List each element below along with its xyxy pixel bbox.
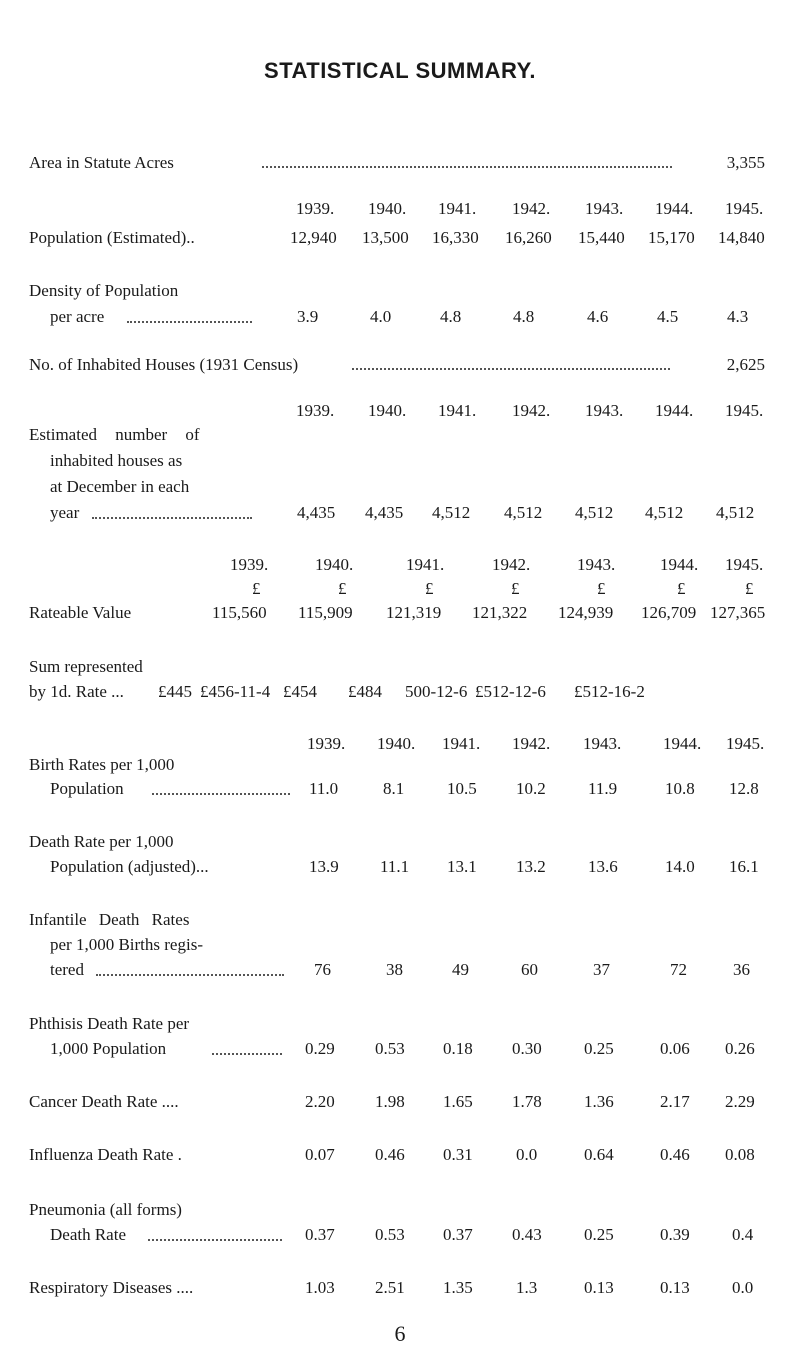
houses-estimated-value: 4,512 — [504, 503, 543, 522]
year-1939: 1939. — [230, 555, 269, 574]
population-value: 14,840 — [718, 228, 765, 247]
respiratory-value: 1.35 — [443, 1278, 473, 1297]
infantile-value: 36 — [733, 960, 750, 979]
houses-estimated-label: inhabited houses as — [50, 451, 183, 470]
phthisis-value: 0.06 — [660, 1039, 690, 1058]
currency-symbol: £ — [252, 579, 261, 598]
rateable-value: 121,322 — [472, 603, 528, 622]
density-value: 3.9 — [297, 307, 319, 326]
infantile-value: 76 — [314, 960, 331, 979]
population-value: 15,170 — [648, 228, 695, 247]
birth-rate-value: 10.8 — [665, 779, 695, 798]
density-value: 4.6 — [587, 307, 609, 326]
year-1939: 1939. — [307, 734, 346, 753]
year-1944: 1944. — [655, 199, 694, 218]
density-value: 4.3 — [727, 307, 749, 326]
year-1942: 1942. — [512, 199, 551, 218]
cancer-value: 1.36 — [584, 1092, 614, 1111]
influenza-label: Influenza Death Rate . — [29, 1145, 182, 1164]
year-1944: 1944. — [663, 734, 702, 753]
houses-census-value: 2,625 — [726, 355, 765, 374]
phthisis-value: 0.53 — [375, 1039, 405, 1058]
leader-dots — [148, 1239, 282, 1241]
rateable-label: Rateable Value — [29, 603, 132, 622]
infantile-value: 37 — [593, 960, 610, 979]
year-1943: 1943. — [583, 734, 622, 753]
year-1942: 1942. — [512, 734, 551, 753]
birth-rate-label: Population — [50, 779, 124, 798]
penny-rate-value: £512-12-6 — [475, 682, 546, 701]
cancer-value: 2.17 — [660, 1092, 690, 1111]
respiratory-value: 2.51 — [375, 1278, 405, 1297]
population-value: 15,440 — [578, 228, 625, 247]
birth-rate-value: 11.9 — [588, 779, 618, 798]
penny-rate-label: by 1d. Rate ... — [29, 682, 124, 701]
rateable-value: 126,709 — [641, 603, 697, 622]
density-value: 4.0 — [370, 307, 392, 326]
density-value: 4.5 — [657, 307, 679, 326]
infantile-value: 38 — [386, 960, 403, 979]
year-1945: 1945. — [726, 734, 765, 753]
leader-dots — [262, 166, 672, 168]
infantile-value: 60 — [521, 960, 538, 979]
phthisis-value: 0.18 — [443, 1039, 473, 1058]
year-1941: 1941. — [406, 555, 445, 574]
year-1939: 1939. — [296, 401, 335, 420]
year-1945: 1945. — [725, 555, 764, 574]
houses-estimated-value: 4,512 — [716, 503, 755, 522]
phthisis-value: 0.29 — [305, 1039, 335, 1058]
phthisis-value: 0.30 — [512, 1039, 542, 1058]
penny-rate-value: £454 — [283, 682, 317, 701]
currency-symbol: £ — [677, 579, 686, 598]
year-1941: 1941. — [442, 734, 481, 753]
year-1940: 1940. — [377, 734, 416, 753]
phthisis-value: 0.25 — [584, 1039, 614, 1058]
year-1940: 1940. — [368, 199, 407, 218]
currency-symbol: £ — [338, 579, 347, 598]
death-rate-value: 13.1 — [447, 857, 477, 876]
death-rate-value: 13.2 — [516, 857, 546, 876]
rateable-value: 124,939 — [558, 603, 614, 622]
infantile-label: per 1,000 Births regis- — [50, 935, 203, 954]
pneumonia-value: 0.43 — [512, 1225, 542, 1244]
birth-rate-value: 10.2 — [516, 779, 546, 798]
area-label: Area in Statute Acres — [29, 153, 174, 172]
cancer-value: 2.20 — [305, 1092, 335, 1111]
houses-estimated-label: Estimated number of — [29, 425, 200, 444]
penny-rate-value: £456-11-4 — [200, 682, 271, 701]
respiratory-label: Respiratory Diseases .... — [29, 1278, 194, 1297]
death-rate-label: Death Rate per 1,000 — [29, 832, 174, 851]
infantile-value: 49 — [452, 960, 469, 979]
respiratory-value: 1.03 — [305, 1278, 335, 1297]
year-1943: 1943. — [577, 555, 616, 574]
birth-rate-label: Birth Rates per 1,000 — [29, 755, 175, 774]
houses-census-label: No. of Inhabited Houses (1931 Census) — [29, 355, 299, 374]
birth-rate-value: 11.0 — [309, 779, 339, 798]
houses-estimated-value: 4,435 — [297, 503, 336, 522]
respiratory-value: 0.0 — [732, 1278, 754, 1297]
density-value: 4.8 — [513, 307, 535, 326]
houses-estimated-value: 4,512 — [645, 503, 684, 522]
pneumonia-value: 0.4 — [732, 1225, 754, 1244]
rateable-value: 115,560 — [212, 603, 267, 622]
birth-rate-value: 10.5 — [447, 779, 477, 798]
leader-dots — [127, 321, 252, 323]
pneumonia-value: 0.53 — [375, 1225, 405, 1244]
death-rate-value: 14.0 — [665, 857, 695, 876]
penny-rate-label: Sum represented — [29, 657, 143, 676]
birth-rate-value: 8.1 — [383, 779, 405, 798]
respiratory-value: 0.13 — [660, 1278, 690, 1297]
infantile-label: tered — [50, 960, 84, 979]
birth-rate-value: 12.8 — [729, 779, 759, 798]
houses-estimated-value: 4,435 — [365, 503, 404, 522]
density-label: per acre — [50, 307, 105, 326]
population-value: 16,260 — [505, 228, 552, 247]
year-1943: 1943. — [585, 401, 624, 420]
pneumonia-label: Pneumonia (all forms) — [29, 1200, 182, 1219]
year-1941: 1941. — [438, 401, 477, 420]
year-1940: 1940. — [368, 401, 407, 420]
population-value: 16,330 — [432, 228, 479, 247]
cancer-value: 2.29 — [725, 1092, 755, 1111]
influenza-value: 0.07 — [305, 1145, 335, 1164]
death-rate-value: 11.1 — [380, 857, 410, 876]
cancer-value: 1.78 — [512, 1092, 542, 1111]
currency-symbol: £ — [597, 579, 606, 598]
leader-dots — [92, 517, 252, 519]
year-1945: 1945. — [725, 401, 764, 420]
year-1940: 1940. — [315, 555, 354, 574]
leader-dots — [352, 368, 670, 370]
death-rate-value: 13.9 — [309, 857, 339, 876]
pneumonia-value: 0.25 — [584, 1225, 614, 1244]
density-label: Density of Population — [29, 281, 179, 300]
leader-dots — [212, 1053, 282, 1055]
death-rate-value: 16.1 — [729, 857, 759, 876]
infantile-value: 72 — [670, 960, 687, 979]
influenza-value: 0.08 — [725, 1145, 755, 1164]
penny-rate-value: £484 — [348, 682, 382, 701]
year-1944: 1944. — [655, 401, 694, 420]
year-1945: 1945. — [725, 199, 764, 218]
year-1942: 1942. — [492, 555, 531, 574]
phthisis-value: 0.26 — [725, 1039, 755, 1058]
penny-rate-value: £512-16-2 — [574, 682, 645, 701]
rateable-value: 127,365 — [710, 603, 766, 622]
rateable-value: 115,909 — [298, 603, 353, 622]
rateable-value: 121,319 — [386, 603, 442, 622]
houses-estimated-value: 4,512 — [575, 503, 614, 522]
population-label: Population (Estimated).. — [29, 228, 195, 247]
leader-dots — [96, 974, 284, 976]
population-value: 12,940 — [290, 228, 337, 247]
leader-dots — [152, 793, 290, 795]
penny-rate-value: 500-12-6 — [405, 682, 468, 701]
year-1942: 1942. — [512, 401, 551, 420]
influenza-value: 0.46 — [660, 1145, 690, 1164]
cancer-label: Cancer Death Rate .... — [29, 1092, 179, 1111]
phthisis-label: Phthisis Death Rate per — [29, 1014, 190, 1033]
penny-rate-value: £445 — [158, 682, 192, 701]
death-rate-value: 13.6 — [588, 857, 618, 876]
year-1939: 1939. — [296, 199, 335, 218]
houses-estimated-label: year — [50, 503, 80, 522]
cancer-value: 1.65 — [443, 1092, 473, 1111]
year-1941: 1941. — [438, 199, 477, 218]
death-rate-label: Population (adjusted)... — [50, 857, 209, 876]
respiratory-value: 0.13 — [584, 1278, 614, 1297]
pneumonia-value: 0.37 — [305, 1225, 335, 1244]
pneumonia-value: 0.39 — [660, 1225, 690, 1244]
infantile-label: Infantile Death Rates — [29, 910, 190, 929]
currency-symbol: £ — [745, 579, 754, 598]
influenza-value: 0.46 — [375, 1145, 405, 1164]
pneumonia-label: Death Rate — [50, 1225, 126, 1244]
currency-symbol: £ — [425, 579, 434, 598]
influenza-value: 0.31 — [443, 1145, 473, 1164]
population-value: 13,500 — [362, 228, 409, 247]
page-title: STATISTICAL SUMMARY. — [264, 58, 536, 83]
area-value: 3,355 — [726, 153, 765, 172]
cancer-value: 1.98 — [375, 1092, 405, 1111]
year-1944: 1944. — [660, 555, 699, 574]
density-value: 4.8 — [440, 307, 462, 326]
houses-estimated-value: 4,512 — [432, 503, 471, 522]
respiratory-value: 1.3 — [516, 1278, 538, 1297]
currency-symbol: £ — [511, 579, 520, 598]
pneumonia-value: 0.37 — [443, 1225, 473, 1244]
phthisis-label: 1,000 Population — [50, 1039, 167, 1058]
page-number: 6 — [394, 1321, 406, 1346]
houses-estimated-label: at December in each — [50, 477, 190, 496]
influenza-value: 0.64 — [584, 1145, 614, 1164]
year-1943: 1943. — [585, 199, 624, 218]
influenza-value: 0.0 — [516, 1145, 538, 1164]
